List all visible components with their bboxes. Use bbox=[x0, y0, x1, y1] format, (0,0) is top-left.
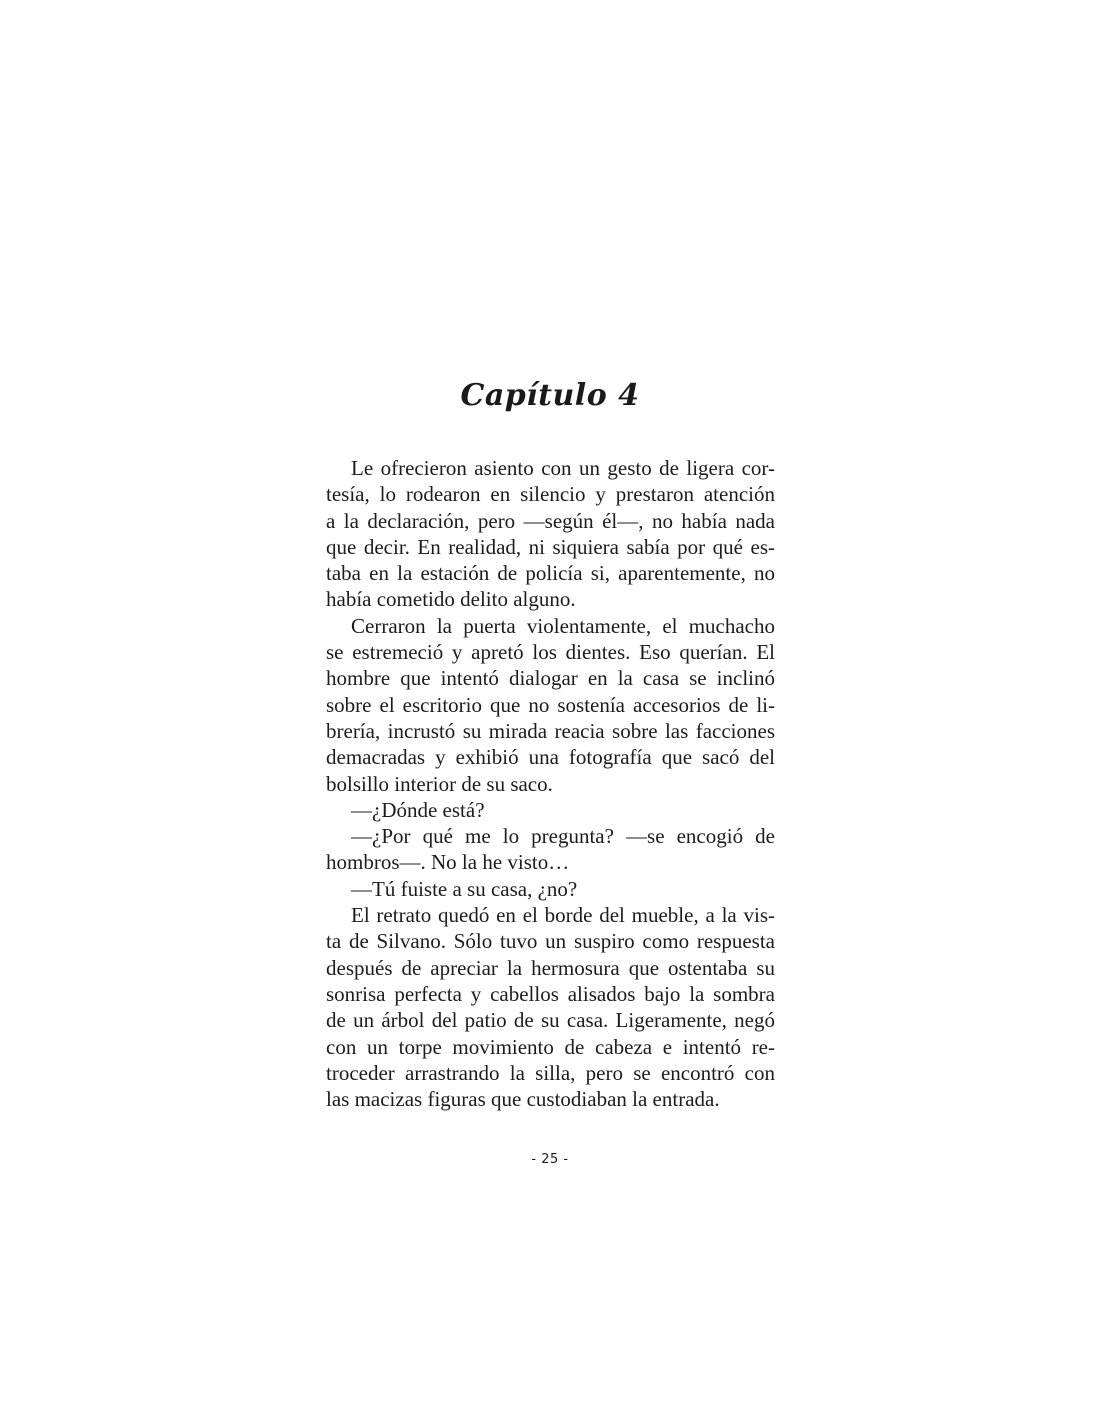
paragraph bbox=[326, 797, 775, 823]
text-line: ta de Silvano. Sólo tuvo un suspiro como respuesta bbox=[326, 929, 775, 954]
text-line: había cometido delito alguno. bbox=[326, 587, 576, 612]
text-line: troceder arrastrando la silla, pero se encontró con bbox=[326, 1060, 775, 1085]
text-line: de un árbol del patio de su casa. Ligeramente, negó bbox=[326, 1008, 775, 1033]
text-line: se estremeció y apretó los dientes. Eso querían. El bbox=[326, 640, 775, 665]
chapter-title: Capítulo 4 bbox=[460, 378, 640, 413]
paragraph bbox=[326, 902, 775, 1112]
text-line: las macizas figuras que custodiaban la entrada. bbox=[326, 1087, 720, 1112]
text-line: —¿Por qué me lo pregunta? —se encogió de bbox=[351, 824, 775, 849]
chapter-body bbox=[326, 455, 775, 1112]
text-line: hombre que intentó dialogar en la casa se inclinó bbox=[326, 666, 775, 691]
text-line: a la declaración, pero —según él—, no había nada bbox=[326, 508, 775, 533]
text-line: bolsillo interior de su saco. bbox=[326, 771, 553, 796]
text-line: —¿Dónde está? bbox=[351, 797, 485, 822]
text-line: brería, incrustó su mirada reacia sobre las facciones bbox=[326, 718, 775, 743]
text-line: después de apreciar la hermosura que ostentaba su bbox=[326, 955, 775, 980]
text-line: —Tú fuiste a su casa, ¿no? bbox=[351, 876, 578, 901]
page-number: - 25 - bbox=[531, 1152, 569, 1167]
paragraph bbox=[326, 823, 775, 876]
text-line: demacradas y exhibió una fotografía que sacó del bbox=[326, 745, 775, 770]
text-line: hombros—. No la he visto… bbox=[326, 850, 570, 875]
text-line: Cerraron la puerta violentamente, el muchacho bbox=[351, 613, 775, 638]
text-line: Le ofrecieron asiento con un gesto de ligera cor- bbox=[351, 456, 775, 480]
text-line: sonrisa perfecta y cabellos alisados bajo la sombra bbox=[326, 981, 775, 1006]
paragraph bbox=[326, 876, 775, 902]
text-line: con un torpe movimiento de cabeza e intentó re- bbox=[326, 1034, 775, 1059]
text-line: taba en la estación de policía si, aparentemente, no bbox=[326, 561, 775, 586]
text-line: que decir. En realidad, ni siquiera sabía por qué es- bbox=[326, 534, 775, 559]
paragraph bbox=[326, 455, 775, 613]
paragraph bbox=[326, 613, 775, 797]
text-line: El retrato quedó en el borde del mueble, a la vis- bbox=[351, 903, 775, 928]
text-line: sobre el escritorio que no sostenía accesorios de li- bbox=[326, 692, 775, 717]
text-line: tesía, lo rodearon en silencio y prestaron atención bbox=[326, 482, 775, 507]
